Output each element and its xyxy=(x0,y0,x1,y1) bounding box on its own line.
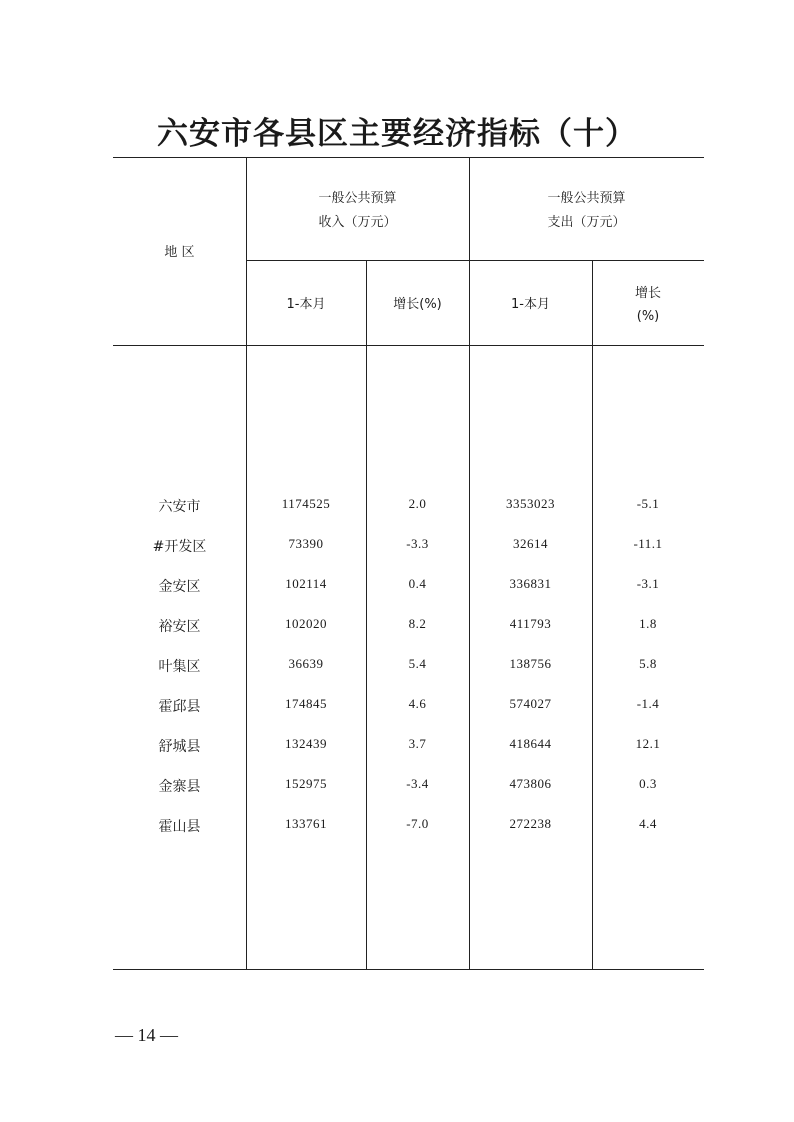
page-number: — 14 — xyxy=(115,1025,178,1045)
row-expense-growth: 0.3 xyxy=(639,776,657,791)
row-expense-growth: 1.8 xyxy=(639,616,657,631)
row-expense: 473806 xyxy=(509,776,552,791)
page-title: 六安市各县区主要经济指标（十） xyxy=(157,116,637,152)
header-exp-growth-line1: 增长 xyxy=(634,286,661,301)
table-bottom-rule xyxy=(113,969,704,970)
header-exp-ytd: 1-本月 xyxy=(511,297,550,312)
header-rev-growth: 增长(%) xyxy=(393,297,442,312)
table-top-rule xyxy=(113,157,704,158)
row-revenue-growth: 0.4 xyxy=(408,576,427,591)
row-revenue: 102114 xyxy=(285,576,327,591)
col-divider-2 xyxy=(366,260,367,970)
row-revenue-growth: -7.0 xyxy=(406,816,429,831)
row-revenue-growth: -3.3 xyxy=(406,536,429,551)
row-region: 舒城县 xyxy=(158,739,201,755)
header-revenue-line1: 一般公共预算 xyxy=(318,191,397,206)
row-revenue: 36639 xyxy=(288,656,324,671)
row-revenue: 133761 xyxy=(285,816,327,831)
row-expense-growth: -11.1 xyxy=(633,536,663,551)
row-expense: 3353023 xyxy=(506,496,555,511)
row-revenue-growth: 8.2 xyxy=(408,616,427,631)
header-region: 地 区 xyxy=(164,245,195,260)
row-revenue-growth: 2.0 xyxy=(408,496,427,511)
row-expense: 336831 xyxy=(509,576,552,591)
row-revenue: 102020 xyxy=(285,616,327,631)
row-revenue: 152975 xyxy=(285,776,327,791)
row-revenue-growth: 3.7 xyxy=(408,736,427,751)
row-region: 六安市 xyxy=(158,499,201,515)
row-expense-growth: -3.1 xyxy=(636,576,660,591)
header-rev-ytd: 1-本月 xyxy=(286,297,326,312)
col-divider-3 xyxy=(469,157,470,970)
header-revenue-line2: 收入（万元） xyxy=(318,215,397,230)
row-expense-growth: 12.1 xyxy=(635,736,661,751)
row-expense: 272238 xyxy=(509,816,552,831)
header-mid-rule xyxy=(246,260,704,261)
row-region: 霍邱县 xyxy=(158,699,201,715)
row-revenue: 174845 xyxy=(285,696,327,711)
header-expense-line1: 一般公共预算 xyxy=(547,191,626,206)
row-expense: 138756 xyxy=(509,656,552,671)
row-region: 金安区 xyxy=(158,579,201,595)
col-divider-4 xyxy=(592,260,593,970)
row-revenue: 132439 xyxy=(285,736,327,751)
row-region: 霍山县 xyxy=(158,819,201,835)
header-exp-growth-line2: (%) xyxy=(636,309,660,324)
row-revenue-growth: 5.4 xyxy=(408,656,427,671)
row-expense-growth: 5.8 xyxy=(639,656,657,671)
row-expense: 411793 xyxy=(509,616,552,631)
row-region: 叶集区 xyxy=(158,659,201,675)
header-expense-line2: 支出（万元） xyxy=(547,215,626,230)
header-bottom-rule xyxy=(113,345,704,346)
row-revenue: 73390 xyxy=(288,536,324,551)
row-revenue: 1174525 xyxy=(281,496,331,511)
row-region: #开发区 xyxy=(152,539,207,555)
row-revenue-growth: -3.4 xyxy=(406,776,429,791)
row-region: 金寨县 xyxy=(158,779,201,795)
row-region: 裕安区 xyxy=(158,619,201,635)
row-expense: 418644 xyxy=(509,736,552,751)
row-expense-growth: 4.4 xyxy=(639,816,657,831)
row-expense-growth: -1.4 xyxy=(636,696,660,711)
row-expense-growth: -5.1 xyxy=(636,496,660,511)
row-revenue-growth: 4.6 xyxy=(408,696,427,711)
row-expense: 574027 xyxy=(509,696,552,711)
col-divider-1 xyxy=(246,157,247,970)
row-expense: 32614 xyxy=(513,536,548,551)
